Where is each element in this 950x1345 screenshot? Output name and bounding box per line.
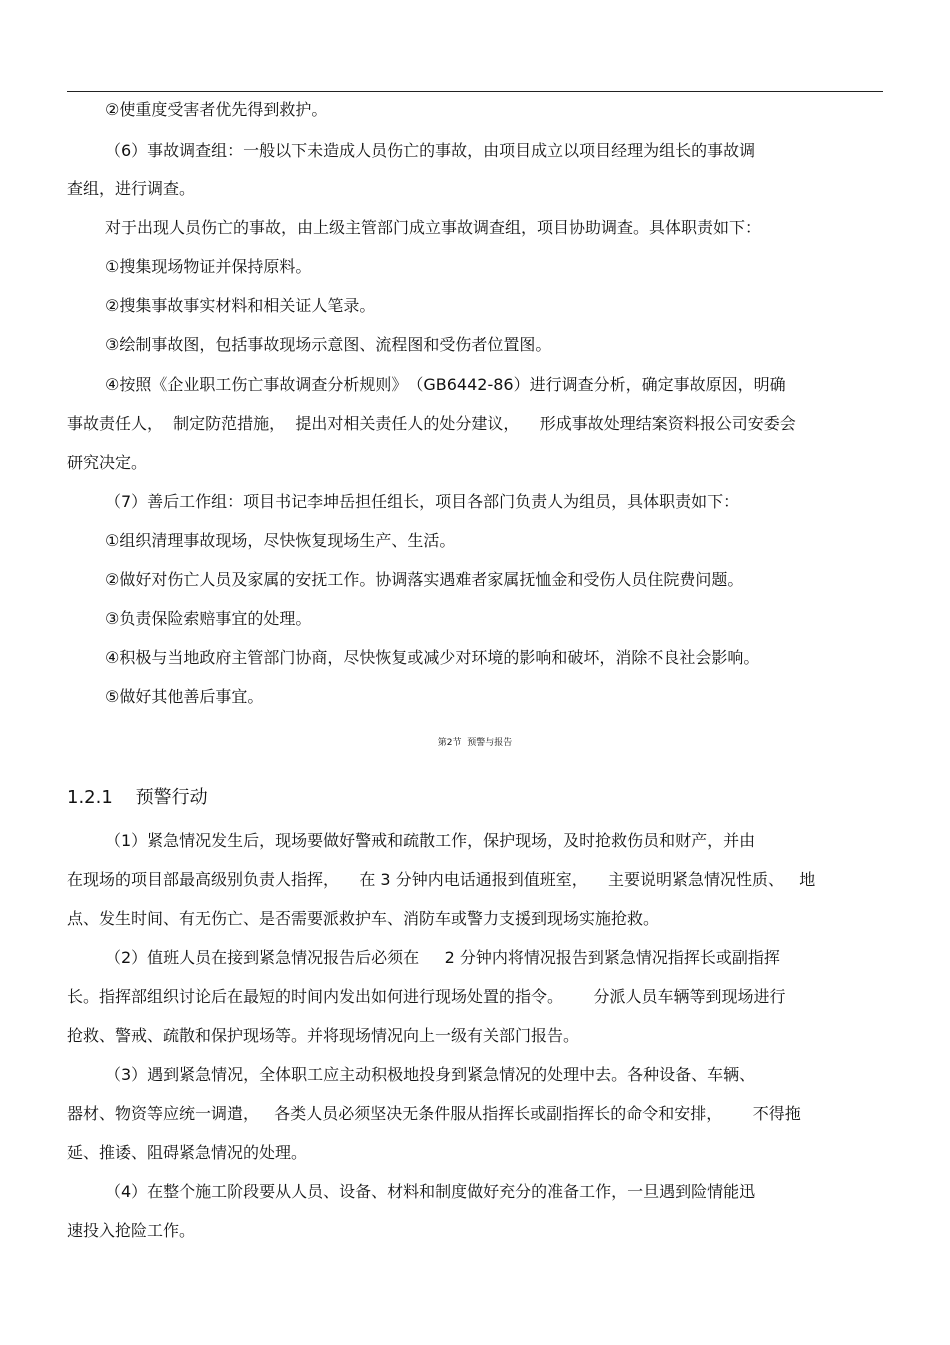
text-line: ②做好对伤亡人员及家属的安抚工作。协调落实遇难者家属抚恤金和受伤人员住院费问题。 — [105, 570, 744, 589]
text-line: 延、推诿、阻碍紧急情况的处理。 — [67, 1143, 308, 1162]
text-line: 查组，进行调查。 — [67, 179, 196, 198]
text-line: ③绘制事故图，包括事故现场示意图、流程图和受伤者位置图。 — [105, 335, 552, 354]
section-heading: 第2节 预警与报告 — [437, 738, 513, 748]
text-line: 速投入抢险工作。 — [67, 1221, 196, 1240]
text-line: 长。指挥部组织讨论后在最短的时间内发出如何进行现场处置的指令。 分派人员车辆等到现场进行 — [67, 987, 786, 1006]
text-line: （4）在整个施工阶段要从人员、设备、材料和制度做好充分的准备工作，一旦遇到险情能迅 — [105, 1182, 756, 1201]
text-line: 器材、物资等应统一调遣， 各类人员必须坚决无条件服从指挥长或副指挥长的命令和安排， 不得拖 — [67, 1104, 801, 1123]
text-line: ③负责保险索赔事宜的处理。 — [105, 609, 312, 628]
text-line: （7）善后工作组：项目书记李坤岳担任组长，项目各部门负责人为组员，具体职责如下： — [105, 492, 740, 511]
text-line: （3）遇到紧急情况，全体职工应主动积极地投身到紧急情况的处理中去。各种设备、车辆、 — [105, 1065, 756, 1084]
text-line: 抢救、警戒、疏散和保护现场等。并将现场情况向上一级有关部门报告。 — [67, 1026, 580, 1045]
text-line: ⑤做好其他善后事宜。 — [105, 687, 264, 706]
text-line: ①搜集现场物证并保持原料。 — [105, 257, 312, 276]
text-line: （1）紧急情况发生后，现场要做好警戒和疏散工作，保护现场，及时抢救伤员和财产，并由 — [105, 831, 756, 850]
text-line: ④积极与当地政府主管部门协商，尽快恢复或减少对环境的影响和破坏，消除不良社会影响。 — [105, 648, 760, 667]
text-line: ④按照《企业职工伤亡事故调查分析规则》 （GB6442-86）进行调查分析，确定事故原因，明确 — [105, 375, 786, 394]
text-line: 在现场的项目部最高级别负责人指挥， 在 3 分钟内电话通报到值班室， 主要说明紧急情况性质、 地 — [67, 870, 816, 889]
text-line: （2）值班人员在接到紧急情况报告后必须在 2 分钟内将情况报告到紧急情况指挥长或副指挥 — [105, 948, 780, 967]
text-line: 点、发生时间、有无伤亡、是否需要派救护车、消防车或警力支援到现场实施抢救。 — [67, 909, 660, 928]
text-line: 对于出现人员伤亡的事故，由上级主管部门成立事故调查组，项目协助调查。具体职责如下： — [105, 218, 762, 237]
text-line: （6）事故调查组：一般以下未造成人员伤亡的事故，由项目成立以项目经理为组长的事故调 — [105, 141, 756, 160]
subsection-heading: 1.2.1 预警行动 — [67, 787, 208, 808]
text-line: 事故责任人， 制定防范措施， 提出对相关责任人的处分建议， 形成事故处理结案资料报公司安委会 — [67, 414, 796, 433]
text-line: ①组织清理事故现场，尽快恢复现场生产、生活。 — [105, 531, 456, 550]
text-line: ②搜集事故事实材料和相关证人笔录。 — [105, 296, 376, 315]
text-line: 研究决定。 — [67, 453, 148, 472]
text-line: ②使重度受害者优先得到救护。 — [105, 100, 328, 119]
header-rule — [67, 91, 883, 92]
